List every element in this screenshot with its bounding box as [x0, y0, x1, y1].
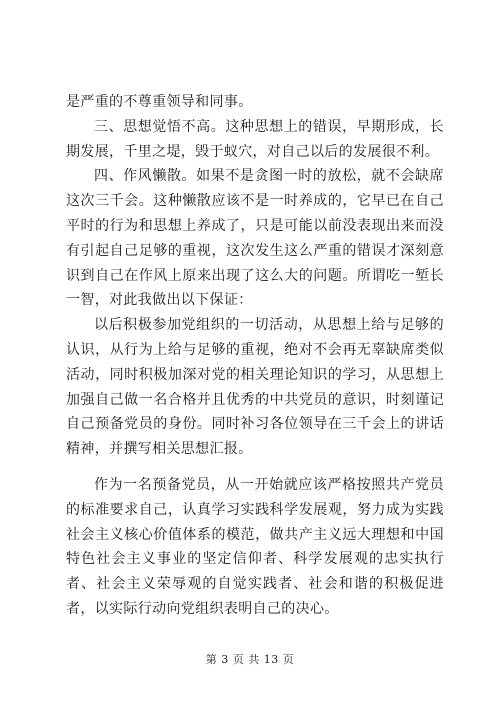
document-body — [66, 90, 444, 622]
page-footer: 第 3 页 共 13 页 — [205, 653, 295, 666]
paragraph-5: 作为一名预备党员，从一开始就应该严格按照共产党员的标准要求自己，认真学习实践科学发展观，努力成为实践社会主义核心价值体系的模范，做共产主义远大理想和中国特色社会主义事业的坚定信仰者、科学发展观的忠实执行者、社会主义荣辱观的自觉实践者、社会和谐的积极促进者，以实际行动向党组织表明自己的决心。 — [66, 476, 444, 617]
paragraph-3: 四、作风懒散。如果不是贪图一时的放松，就不会缺席这次三千会。这种懒散应该不是一时养成的，它早已在自己平时的行为和思想上养成了，只是可能以前没表现出来而没有引起自己足够的重视，这次发生这么严重的错误才深刻意识到自己在作风上原来出现了这么大的问题。所谓吃一堑长一智，对此我做出以下保证： — [66, 168, 444, 309]
paragraph-spacer — [66, 462, 444, 473]
paragraph-4: 以后积极参加党组织的一切活动，从思想上给与足够的认识，从行为上给与足够的重视，绝对不会再无辜缺席类似活动，同时积极加深对党的相关理论知识的学习，从思想上加强自己做一名合格并且优秀的中共党员的意识，时刻谨记自己预备党员的身份。同时补习各位领导在三千会上的讲话精神，并撰写相关思想汇报。 — [66, 317, 444, 458]
paragraph-1: 是严重的不尊重领导和同事。 — [66, 94, 253, 110]
paragraph-2: 三、思想觉悟不高。这种思想上的错误，早期形成，长期发展，千里之堤，毁于蚁穴，对自己以后的发展很不利。 — [66, 118, 444, 160]
